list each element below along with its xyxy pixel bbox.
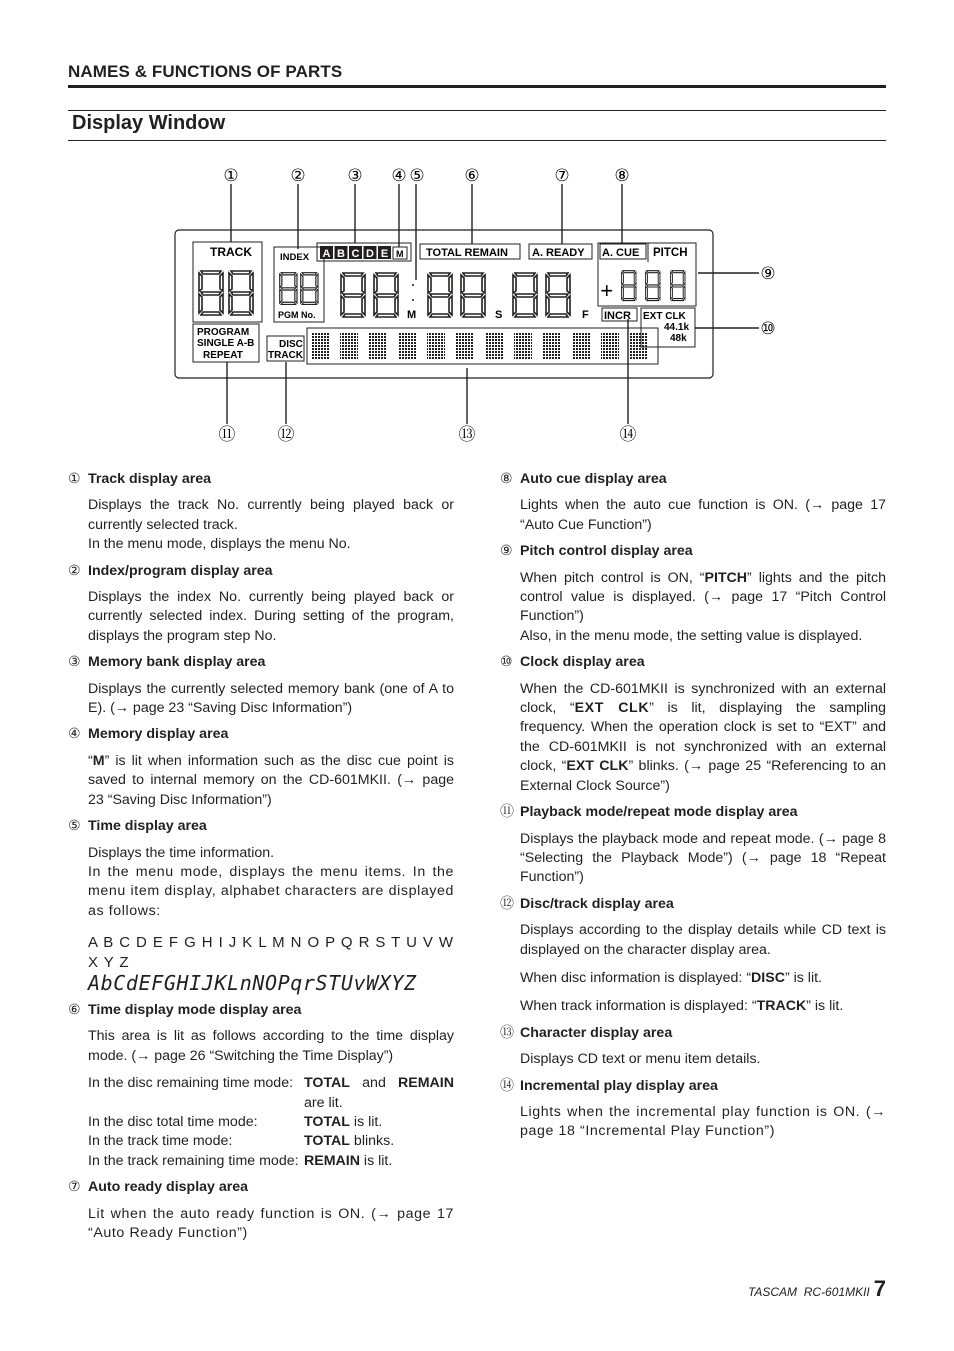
- k48-label: 48k: [670, 333, 687, 344]
- callout-6: ⑥: [464, 166, 480, 185]
- item-auto-ready: ⑦ Auto ready display area Lit when the auto ready function is ON. (→ page 17 “Auto Ready Function”): [68, 1178, 454, 1241]
- callout-9: ⑨: [760, 264, 776, 283]
- pitch-label: PITCH: [653, 247, 688, 259]
- callout-13: ⑬: [458, 425, 476, 444]
- bank-letter-c: C: [351, 248, 360, 260]
- item-playback-mode: ⑪ Playback mode/repeat mode display area Displays the playback mode and repeat mode. (→ page 8 “Selecting the Playback Mode”) (→ page 18 “Repeat Function”): [500, 803, 886, 886]
- program-label: PROGRAM: [197, 327, 250, 338]
- track2-label: TRACK: [268, 350, 303, 361]
- dot-matrix-cell: [456, 333, 474, 360]
- callout-7: ⑦: [554, 166, 570, 185]
- left-column: [68, 469, 454, 1249]
- dot-matrix-cells: [311, 333, 648, 360]
- item-index-program: ② Index/program display area Displays the index No. currently being played back or currently selected index. During setting of the program, displays the program step No.: [68, 561, 454, 644]
- item-character-display: ⑬ Character display area Displays CD text or menu item details.: [500, 1023, 761, 1068]
- section-heading: NAMES & FUNCTIONS OF PARTS: [68, 62, 343, 81]
- item-clock-display: ⑩ Clock display area When the CD-601MKII is synchronized with an external clock, “EXT CLK” is lit, displaying the sampling frequency. When the operation clock is set to “EXT” and the CD-601MKII is not synchronized with an external clock, “EXT CLK” blinks. (→ page 25 “Referencing to an External Clock Source”): [500, 653, 886, 794]
- callout-11: ⑪: [218, 425, 236, 444]
- item-incremental-play: ⑭ Incremental play display area Lights when the incremental play function is ON. (→ page 18 “Incremental Play Function”): [500, 1076, 886, 1140]
- repeat-label: REPEAT: [203, 350, 243, 361]
- incr-label: INCR: [604, 310, 631, 322]
- bank-letter-b: B: [337, 248, 345, 260]
- index-label: INDEX: [280, 252, 310, 263]
- time-mode-table: In the disc remaining time mode: TOTAL and REMAIN are lit. In the disc total time mode: TOTAL is lit. In the track time mode: TOTAL blinks. In the track remaining time mode: REMAIN is lit.: [88, 1075, 454, 1169]
- callout-10: ⑩: [760, 319, 776, 338]
- memory-label: M: [396, 249, 404, 259]
- bank-letter-e: E: [380, 248, 389, 260]
- item-track-display: ① Track display area Displays the track No. currently being played back or currently selected track. In the menu mode, displays the menu No.: [68, 470, 454, 553]
- dot-matrix-cell: [572, 333, 590, 360]
- callout-8: ⑧: [614, 166, 630, 185]
- disc-label: DISC: [279, 339, 303, 350]
- dot-matrix-cell: [340, 333, 358, 360]
- dot-matrix-cell: [398, 333, 416, 360]
- dot-matrix-cell: [427, 333, 445, 360]
- track-label: TRACK: [210, 245, 252, 259]
- page-title: Display Window: [72, 112, 226, 134]
- item-time-mode: ⑥ Time display mode display area This area is lit as follows according to the time display mode. (→ page 26 “Switching the Time Display”) In the disc remaining time mode: TOTAL and REMAIN are lit. In the disc total time mode: TOTAL is lit. In the track time mode: TOTAL blinks. In the track remaining time mode: REMAIN is lit.: [68, 1000, 454, 1171]
- dot-matrix-cell: [485, 333, 503, 360]
- item-memory-bank: ③ Memory bank display area Displays the currently selected memory bank (one of A to E). (→ page 23 “Saving Disc Information”): [68, 653, 454, 717]
- k441-label: 44.1k: [664, 322, 690, 333]
- dot-matrix-cell: [630, 333, 648, 360]
- alphabet-row: A B C D E F G H I J K L M N O P Q R S T U V W X Y Z: [88, 934, 454, 971]
- dot-matrix-cell: [311, 333, 329, 360]
- bank-letter-d: D: [366, 248, 374, 260]
- callout-14: ⑭: [619, 425, 637, 444]
- callout-4: ④: [391, 166, 407, 185]
- item-auto-cue: ⑧ Auto cue display area Lights when the auto cue function is ON. (→ page 17 “Auto Cue Function”): [500, 470, 886, 533]
- item-disc-track: ⑫ Disc/track display area Displays according to the display details while CD text is displayed on the character display area. When disc information is displayed: “DISC” is lit. When track information is displayed: “TRACK” is lit.: [500, 894, 886, 1015]
- min-label: M: [407, 309, 417, 321]
- callout-12: ⑫: [277, 425, 295, 444]
- page-number: 7: [873, 1276, 886, 1301]
- display-window-diagram: [0, 0, 954, 460]
- callout-5: ⑤: [409, 166, 425, 185]
- alphabet-lcd-row: AbCdEFGHIJKLnNOPqrSTUvWXYZ: [88, 970, 417, 995]
- single-label: SINGLE A-B: [197, 338, 255, 349]
- aready-label: A. READY: [532, 247, 585, 259]
- footer-brand: TASCAM RC-601MKII: [747, 1285, 870, 1299]
- dot-matrix-cell: [543, 333, 561, 360]
- pitch-sign: +: [600, 278, 613, 303]
- pgm-label: PGM No.: [278, 310, 316, 320]
- item-pitch-control: ⑨ Pitch control display area When pitch control is ON, “PITCH” lights and the pitch control value is displayed. (→ page 17 “Pitch Control Function”) Also, in the menu mode, the setting value is displayed.: [500, 542, 886, 644]
- memory-bank-boxes: [320, 246, 391, 260]
- callout-2: ②: [290, 166, 306, 185]
- item-time-display: ⑤ Time display area Displays the time information. In the menu mode, displays the menu items. In the menu item display, alphabet characters are displayed as follows: A B C D E F G H I J K L M N O P Q R S T U V W X Y Z AbCdEFGHIJKLnNOPqrSTUvWXYZ: [68, 817, 454, 995]
- dot-matrix-cell: [514, 333, 532, 360]
- item-memory-display: ④ Memory display area “M” is lit when information such as the disc cue point is saved to internal memory on the CD-601MKII. (→ page 23 “Saving Disc Information”): [68, 725, 454, 808]
- page-footer: [748, 1276, 886, 1302]
- callout-1: ①: [223, 166, 239, 185]
- bank-letter-a: A: [322, 248, 331, 260]
- dot-matrix-cell: [601, 333, 619, 360]
- frame-label: F: [582, 309, 589, 321]
- right-column: [500, 469, 886, 1148]
- dot-matrix-cell: [369, 333, 387, 360]
- sec-label: S: [495, 309, 503, 321]
- callout-numbers: [219, 166, 776, 444]
- acue-label: A. CUE: [602, 247, 640, 259]
- callout-3: ③: [347, 166, 363, 185]
- total-remain-label: TOTAL REMAIN: [426, 247, 508, 259]
- extclk-label: EXT CLK: [643, 311, 686, 322]
